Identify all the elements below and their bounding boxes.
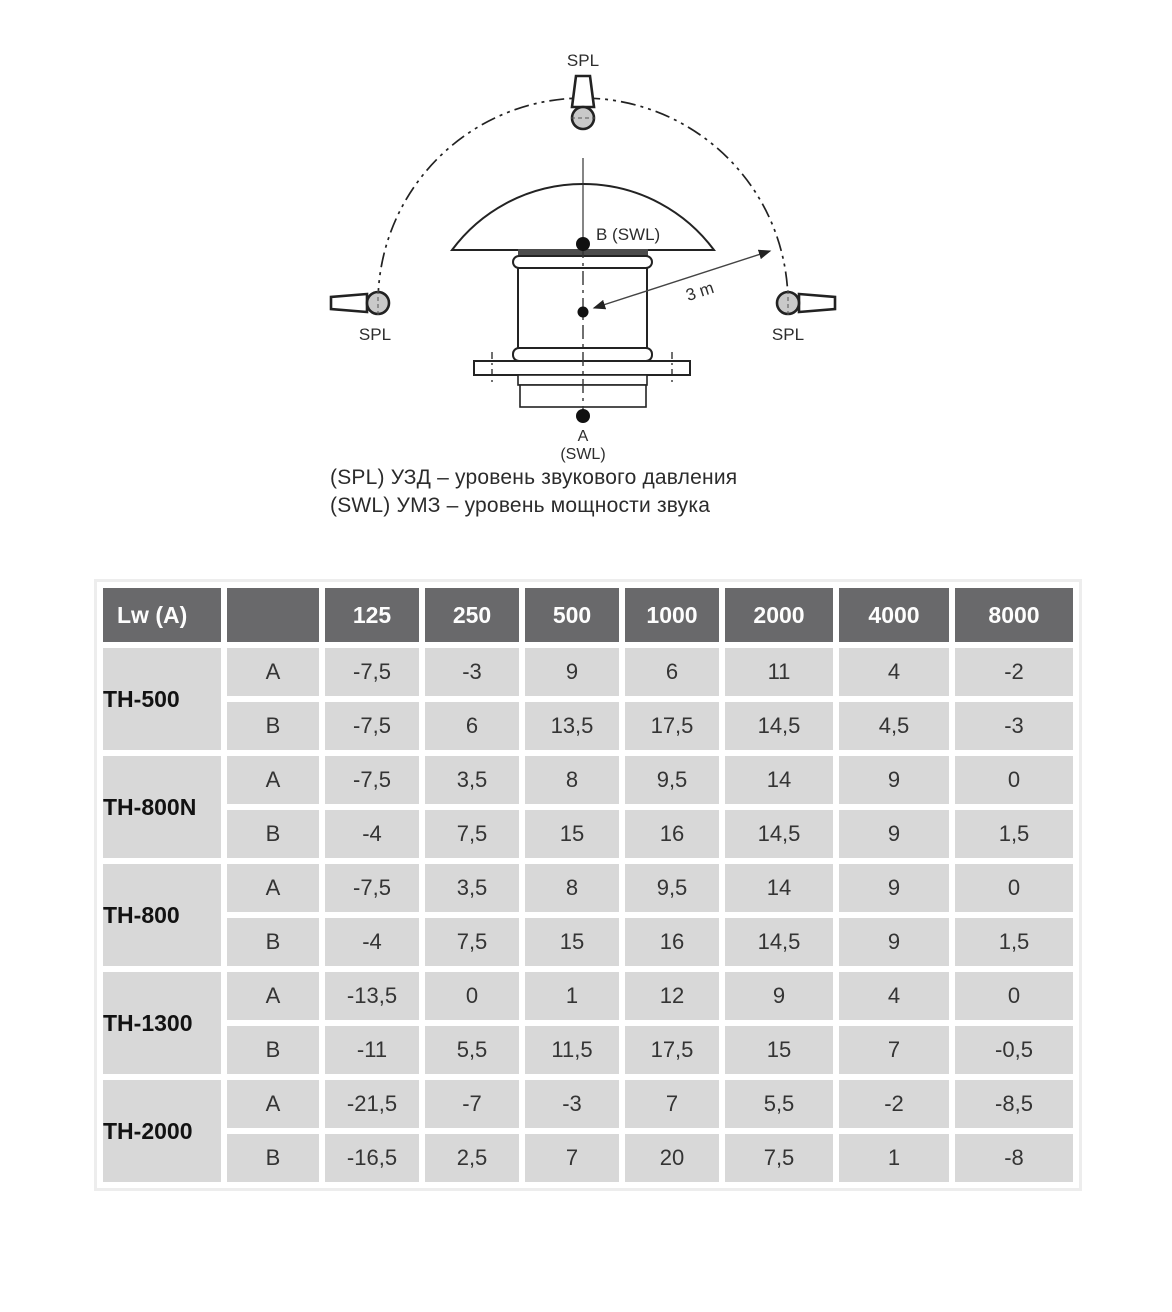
value-cell: 1,5 [955,918,1073,966]
value-cell: 11,5 [525,1026,619,1074]
table-row [103,756,1073,804]
value-cell: -8,5 [955,1080,1073,1128]
point-cell: A [227,864,319,912]
value-cell: -7 [425,1080,519,1128]
value-cell: 2,5 [425,1134,519,1182]
table-row [103,1080,1073,1128]
value-cell: 8 [525,864,619,912]
value-cell: 1,5 [955,810,1073,858]
spl-label-top: SPL [566,51,600,70]
microphone-right-icon [777,290,835,317]
value-cell: 7,5 [425,918,519,966]
point-cell: A [227,1080,319,1128]
value-cell: -0,5 [955,1026,1073,1074]
model-cell-th-500: TH-500 [103,648,221,750]
point-center-marker [578,307,589,318]
table-row [103,972,1073,1020]
value-cell: 17,5 [625,702,719,750]
value-cell: 7,5 [425,810,519,858]
point-cell: A [227,648,319,696]
value-cell: 14,5 [725,810,833,858]
value-cell: 9 [839,810,949,858]
value-cell: 15 [525,810,619,858]
value-cell: 3,5 [425,756,519,804]
point-cell: B [227,918,319,966]
value-cell: 7 [625,1080,719,1128]
value-cell: 16 [625,918,719,966]
table-row [103,1026,1073,1074]
value-cell: 3,5 [425,864,519,912]
point-cell: B [227,702,319,750]
value-cell: 14 [725,756,833,804]
point-cell: A [227,756,319,804]
sound-table-wrapper [94,579,1082,1191]
value-cell: 6 [425,702,519,750]
point-cell: A [227,972,319,1020]
model-cell-th-800n: TH-800N [103,756,221,858]
table-row [103,810,1073,858]
value-cell: 9 [839,918,949,966]
value-cell: -4 [325,918,419,966]
value-cell: 14,5 [725,702,833,750]
microphone-top-icon [571,76,595,129]
point-cell: B [227,1026,319,1074]
value-cell: 0 [955,756,1073,804]
header-row [103,588,1073,642]
header-cell-freq-500: 500 [525,588,619,642]
header-cell-freq-125: 125 [325,588,419,642]
value-cell: 9 [839,756,949,804]
value-cell: -7,5 [325,702,419,750]
value-cell: 7 [839,1026,949,1074]
spl-label-left: SPL [358,325,392,344]
value-cell: 0 [425,972,519,1020]
legend-line-spl: (SPL) УЗД – уровень звукового давления [330,466,738,489]
legend-line-swl: (SWL) УМЗ – уровень мощности звука [330,494,711,517]
model-cell-th-2000: TH-2000 [103,1080,221,1182]
value-cell: 9 [839,864,949,912]
header-cell-lwa: Lw (A) [103,588,221,642]
value-cell: 12 [625,972,719,1020]
point-a-sublabel: (SWL) [560,446,606,463]
value-cell: -21,5 [325,1080,419,1128]
microphone-left-icon [331,290,389,317]
distance-label: 3 m [683,278,717,305]
table-row [103,648,1073,696]
value-cell: 7,5 [725,1134,833,1182]
value-cell: 15 [725,1026,833,1074]
table-row [103,864,1073,912]
diagram-legend [330,464,737,520]
value-cell: -13,5 [325,972,419,1020]
value-cell: 0 [955,864,1073,912]
sound-correction-table [97,582,1079,1188]
value-cell: 4 [839,972,949,1020]
point-cell: B [227,1134,319,1182]
header-cell-freq-8000: 8000 [955,588,1073,642]
value-cell: 16 [625,810,719,858]
value-cell: 1 [839,1134,949,1182]
value-cell: 9 [725,972,833,1020]
spl-label-right: SPL [771,325,805,344]
value-cell: -2 [955,648,1073,696]
value-cell: 0 [955,972,1073,1020]
table-row [103,702,1073,750]
header-cell-freq-250: 250 [425,588,519,642]
value-cell: 9 [525,648,619,696]
value-cell: -11 [325,1026,419,1074]
value-cell: 7 [525,1134,619,1182]
value-cell: 9,5 [625,864,719,912]
value-cell: 14,5 [725,918,833,966]
value-cell: 14 [725,864,833,912]
point-cell: B [227,810,319,858]
value-cell: -4 [325,810,419,858]
header-cell-freq-1000: 1000 [625,588,719,642]
value-cell: 17,5 [625,1026,719,1074]
value-cell: -3 [425,648,519,696]
value-cell: -7,5 [325,864,419,912]
point-b-label: B (SWL) [596,225,661,244]
value-cell: 6 [625,648,719,696]
value-cell: 5,5 [425,1026,519,1074]
table-row [103,918,1073,966]
value-cell: -8 [955,1134,1073,1182]
value-cell: 4,5 [839,702,949,750]
value-cell: -2 [839,1080,949,1128]
value-cell: 11 [725,648,833,696]
value-cell: 5,5 [725,1080,833,1128]
model-cell-th-800: TH-800 [103,864,221,966]
header-cell-freq-2000: 2000 [725,588,833,642]
point-a-marker [576,409,590,423]
value-cell: 9,5 [625,756,719,804]
value-cell: -3 [525,1080,619,1128]
fan-measurement-diagram [0,0,1172,540]
model-cell-th-1300: TH-1300 [103,972,221,1074]
value-cell: -3 [955,702,1073,750]
value-cell: 20 [625,1134,719,1182]
value-cell: 8 [525,756,619,804]
header-cell-empty [227,588,319,642]
value-cell: -7,5 [325,756,419,804]
point-a-label: A [577,428,589,445]
fan-flange [474,361,690,375]
value-cell: 15 [525,918,619,966]
point-b-marker [576,237,590,251]
value-cell: -7,5 [325,648,419,696]
header-cell-freq-4000: 4000 [839,588,949,642]
value-cell: 13,5 [525,702,619,750]
value-cell: 1 [525,972,619,1020]
value-cell: -16,5 [325,1134,419,1182]
table-row [103,1134,1073,1182]
value-cell: 4 [839,648,949,696]
